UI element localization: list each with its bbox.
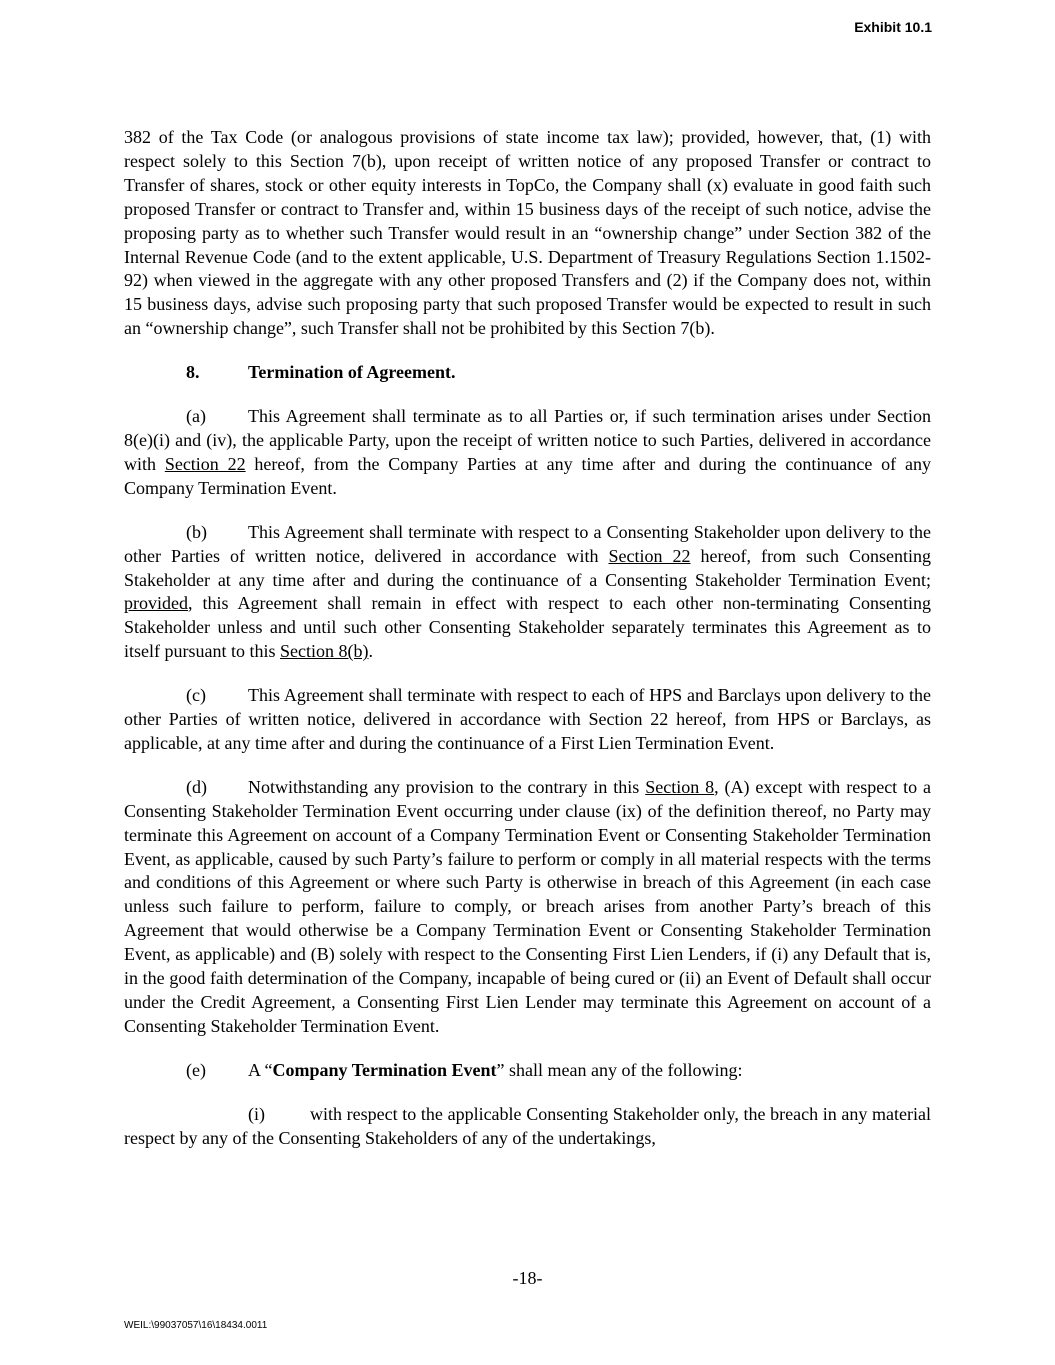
paragraph-text: , this Agreement shall remain in effect with respect to each other non-terminating Consenting Stakeholder unless and until such other Consenting Stakeholder separately terminates this Agreement as to itself pursuant to this — [124, 593, 931, 662]
paragraph-label: (e) — [186, 1059, 206, 1080]
section-reference: Section 8(b) — [280, 641, 369, 662]
defined-term: Company Termination Event — [272, 1059, 497, 1080]
paragraph-label: (b) — [186, 521, 207, 542]
page-number: -18- — [512, 1268, 543, 1288]
paragraph-label: (i) — [248, 1103, 265, 1124]
section-heading — [124, 361, 931, 385]
section-title: Termination of Agreement. — [248, 362, 456, 383]
document-body — [124, 126, 931, 1171]
paragraph-text: . — [368, 641, 373, 662]
paragraph-text: hereof, from the Company Parties at any time after and during the continuance of any Company Termination Event. — [124, 453, 931, 498]
paragraph-text: This Agreement shall terminate with respect to a Consenting Stakeholder upon delivery to the other Parties of written notice, delivered in accordance with — [124, 521, 931, 566]
section-reference: Section 8 — [645, 776, 715, 797]
paragraph-label: (d) — [186, 776, 207, 797]
paragraph-continuation: 382 of the Tax Code (or analogous provisions of state income tax law); provided, however, that, (1) with respect solely to this Section 7(b), upon receipt of written notice of any proposed Transfer or contract to Transfer of shares, stock or other equity interests in TopCo, the Company shall (x) evaluate in good faith such proposed Transfer or contract to Transfer and, within 15 business days of the receipt of such notice, advise the proposing party as to whether such Transfer would result in an “ownership change” under Section 382 of the Internal Revenue Code (and to the extent applicable, U.S. Department of Treasury Regulations Section 1.1502-92) when viewed in the aggregate with any other proposed Transfers and (2) if the Company does not, within 15 business days, advise such proposing party that such proposed Transfer would be expected to result in such an “ownership change”, such Transfer shall not be prohibited by this Section 7(b). — [124, 127, 931, 339]
section-number: 8. — [186, 362, 200, 383]
paragraph-text: This Agreement shall terminate with respect to each of HPS and Barclays upon delivery to the other Parties of written notice, delivered in accordance with Section 22 hereof, from HPS or Barclays, as applicable, at any time after and during the continuance of a First Lien Termination Event. — [124, 685, 931, 753]
document-id: WEIL:\99037057\16\18434.0011 — [124, 1320, 268, 1331]
proviso-term: provided — [124, 593, 188, 614]
paragraph-label: (a) — [186, 406, 206, 427]
paragraph-d — [124, 776, 931, 1039]
exhibit-label: Exhibit 10.1 — [854, 19, 932, 35]
paragraph-text: This Agreement shall terminate as to all Parties or, if such termination arises under Section 8(e)(i) and (iv), the applicable Party, upon the receipt of written notice to such Parties, delivered in accordance with — [124, 406, 931, 474]
paragraph-text: Notwithstanding any provision to the contrary in this — [248, 776, 646, 797]
paragraph-e — [124, 1059, 931, 1083]
paragraph-label: (c) — [186, 685, 206, 706]
paragraph-text: , (A) except with respect to a Consenting Stakeholder Termination Event occurring under clause (ix) of the definition thereof, no Party may terminate this Agreement on account of a Company Termination Event or Consenting Stakeholder Termination Event, as applicable, caused by such Party’s failure to perform or comply in all material respects with the terms and conditions of this Agreement or where such Party is otherwise in breach of this Agreement (in each case unless such failure to perform, failure to comply, or breach arises from another Party’s breach of this Agreement that would otherwise be a Company Termination Event or Consenting Stakeholder Termination Event, as applicable) and (B) solely with respect to the Consenting First Lien Lenders, if (i) any Default that is, in the good faith determination of the Company, incapable of being cured or (ii) an Event of Default shall occur under the Credit Agreement, a Consenting First Lien Lender may terminate this Agreement on account of a Consenting Stakeholder Termination Event. — [124, 776, 931, 1036]
paragraph-i — [124, 1103, 931, 1151]
paragraph-c — [124, 684, 931, 756]
paragraph-a — [124, 405, 931, 501]
paragraph-text: hereof, from such Consenting Stakeholder at any time after and during the continuance of a Consenting Stakeholder Termination Event; — [124, 545, 931, 590]
section-reference: Section 22 — [608, 545, 691, 566]
paragraph-b — [124, 521, 931, 664]
paragraph-text: ” shall mean any of the following: — [496, 1059, 743, 1080]
section-reference: Section 22 — [164, 453, 246, 474]
paragraph-text: with respect to the applicable Consenting Stakeholder only, the breach in any material respect by any of the Consenting Stakeholders of any of the undertakings, — [124, 1103, 931, 1148]
paragraph-text: A “ — [248, 1059, 273, 1080]
